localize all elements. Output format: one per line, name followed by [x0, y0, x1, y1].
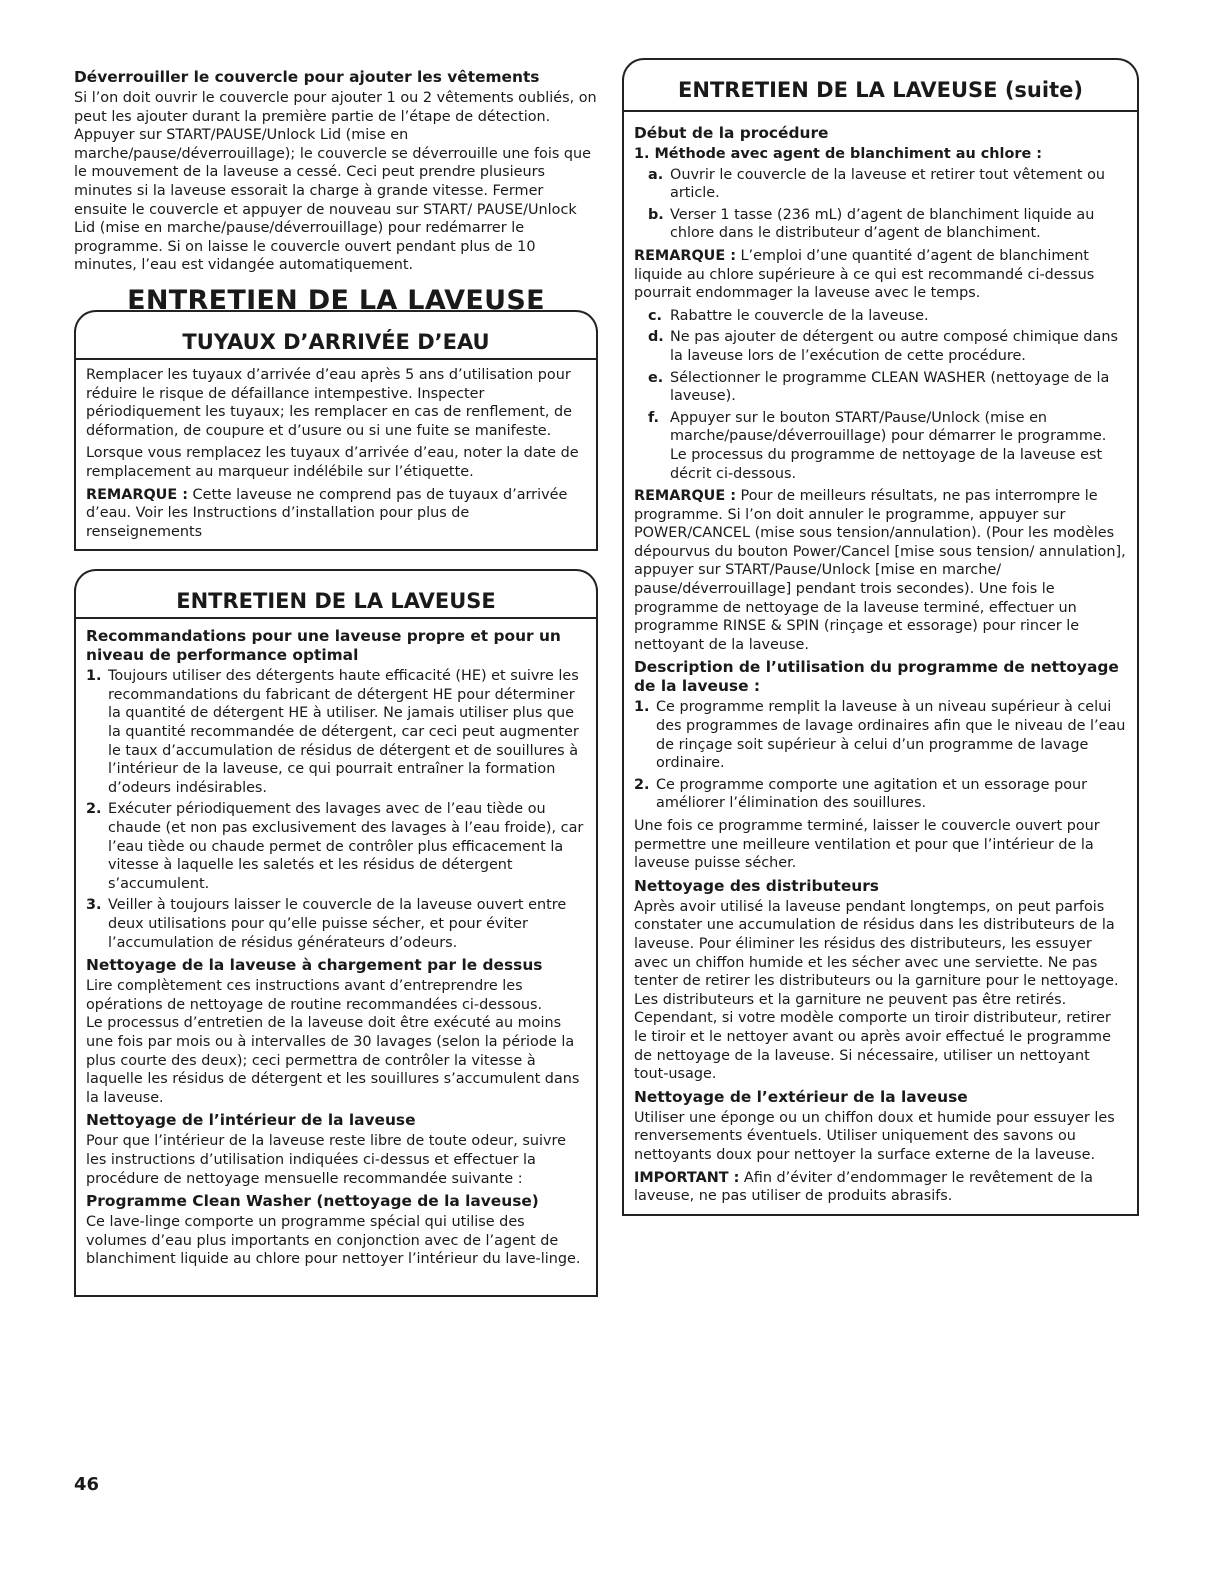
left-column — [74, 66, 598, 1297]
hoses-box-header — [76, 330, 596, 360]
hoses-p1: Remplacer les tuyaux d’arrivée d’eau après 5 ans d’utilisation pour réduire le risque de défaillance intempestive. Inspecter périodiquement les tuyaux; les remplacer en cas de renflement, de déformation, de coupure et d’usure ou si une fuite se manifeste. — [86, 366, 573, 439]
hoses-box — [74, 330, 598, 551]
description-after: Une fois ce programme terminé, laisser le couvercle ouvert pour permettre une meilleure ventilation et pour que l’intérieur de la laveuse puisse sécher. — [634, 818, 1100, 872]
list-item: 2. Ce programme comporte une agitation et un essorage pour améliorer l’élimination des souillures. — [634, 776, 1088, 812]
list-item: c. Rabattre le couvercle de la laveuse. — [648, 307, 929, 324]
care-box — [74, 589, 598, 1297]
care-continued-title: ENTRETIEN DE LA LAVEUSE (suite) — [678, 78, 1083, 102]
hoses-p2: Lorsque vous remplacez les tuyaux d’arrivée d’eau, noter la date de remplacement au marqueur indélébile sur l’étiquette. — [86, 445, 579, 480]
right-column — [622, 58, 1139, 1216]
exterior-heading: Nettoyage de l’extérieur de la laveuse — [634, 1087, 968, 1106]
list-item: 3. Veiller à toujours laisser le couvercle de la laveuse ouvert entre deux utilisations pour qu’elle puisse sécher, et pour éviter l’accumulation de résidus générateurs d’odeurs. — [86, 897, 567, 951]
program-body: Ce lave-linge comporte un programme spécial qui utilise des volumes d’eau plus importants en conjonction avec de l’agent de blanchiment liquide au chlore pour nettoyer l’intérieur du lave-linge. — [86, 1214, 581, 1268]
hoses-title: TUYAUX D’ARRIVÉE D’EAU — [182, 329, 490, 354]
toploader-p1: Lire complètement ces instructions avant d’entreprendre les opérations de nettoyage de routine recommandées ci-dessous. — [86, 978, 543, 1013]
steps-list-2 — [648, 307, 1127, 483]
program-heading: Programme Clean Washer (nettoyage de la laveuse) — [86, 1192, 539, 1211]
unlock-heading: Déverrouiller le couvercle pour ajouter les vêtements — [74, 68, 540, 86]
important-note: IMPORTANT : Afin d’éviter d’endommager le revêtement de la laveuse, ne pas utiliser de produits abrasifs. — [634, 1169, 1093, 1205]
toploader-p2: Le processus d’entretien de la laveuse doit être exécuté au moins une fois par mois ou à intervalles de 30 lavages (selon la période la plus courte des deux); ceci permettra de contrôler la vitesse à laquelle les résidus de détergent et les souillures s’accumulent dans la laveuse. — [86, 1015, 580, 1106]
list-item: e. Sélectionner le programme CLEAN WASHER (nettoyage de la laveuse). — [648, 369, 1110, 405]
unlock-body: Si l’on doit ouvrir le couvercle pour ajouter 1 ou 2 vêtements oubliés, on peut les ajouter durant la première partie de l’étape de détection. Appuyer sur START/PAUSE/Unlock Lid (mise en marche/pause/déverrouillage); le couvercle se déverrouille une fois que le mouvement de la laveuse a cessé. Ceci peut prendre plusieurs minutes si la laveuse essorait la charge à grande vitesse. Fermer ensuite le couvercle et appuyer de nouveau sur START/ PAUSE/Unlock Lid (mise en marche/pause/déverrouillage) pour redémarrer le programme. Si on laisse le couvercle ouvert pendant plus de 10 minutes, l’eau est vidangée automatiquement. — [74, 90, 597, 274]
list-item: 1. Toujours utiliser des détergents haute efficacité (HE) et suivre les recommandations du fabricant de détergent HE pour déterminer la quantité de détergent HE à utiliser. Ne jamais utiliser plus que la quantité recommandée de détergent, car ceci peut augmenter le taux d’accumulation de résidus de détergent et de souillures à l’intérieur de la laveuse, ce qui pourrait entraîner la formation d’odeurs indésirables. — [86, 668, 579, 796]
page-number: 46 — [74, 1474, 100, 1495]
recommendations-list — [86, 667, 586, 952]
list-item: d. Ne pas ajouter de détergent ou autre composé chimique dans la laveuse lors de l’exécution de cette procédure. — [648, 329, 1118, 364]
note-text: Cette laveuse ne comprend pas de tuyaux d’arrivée d’eau. Voir les Instructions d’installation pour plus de renseignements — [86, 486, 568, 540]
care-title: ENTRETIEN DE LA LAVEUSE — [176, 589, 496, 614]
main-title: ENTRETIEN DE LA LAVEUSE — [127, 284, 545, 316]
method-heading: 1. Méthode avec agent de blanchiment au chlore : — [634, 146, 1042, 162]
list-item: 2. Exécuter périodiquement des lavages avec de l’eau tiède ou chaude (et non pas exclusivement des lavages à l’eau froide), car l’eau tiède ou chaude permet de contrôler plus efficacement la vitesse à laquelle les saletés et les résidus de détergent s’accumulent. — [86, 801, 584, 892]
hoses-note — [86, 486, 586, 542]
bleach-note: REMARQUE : L’emploi d’une quantité d’agent de blanchiment liquide au chlore supérieure à ce qui est recommandé ci-dessus pourrait endommager la laveuse avec le temps. — [634, 247, 1095, 302]
description-heading: Description de l’utilisation du programme de nettoyage de la laveuse : — [634, 658, 1119, 696]
start-heading: Début de la procédure — [634, 124, 829, 142]
dispensers-heading: Nettoyage des distributeurs — [634, 876, 879, 895]
toploader-heading: Nettoyage de la laveuse à chargement par le dessus — [86, 956, 543, 975]
list-item: f. Appuyer sur le bouton START/Pause/Unlock (mise en marche/pause/déverrouillage) pour démarrer le programme. Le processus du programme de nettoyage de la laveuse est décrit ci-dessous. — [648, 409, 1107, 482]
care-continued-box — [622, 78, 1139, 1216]
interior-heading: Nettoyage de l’intérieur de la laveuse — [86, 1111, 416, 1130]
recommendations-heading: Recommandations pour une laveuse propre et pour un niveau de performance optimal — [86, 627, 561, 665]
description-list — [634, 698, 1127, 813]
list-item: a. Ouvrir le couvercle de la laveuse et retirer tout vêtement ou article. — [648, 166, 1106, 202]
cancel-note: REMARQUE : Pour de meilleurs résultats, ne pas interrompre le programme. Si l’on doit annuler le programme, appuyer sur POWER/CANCEL (mise sous tension/annulation). (Pour les modèles dépourvus du bouton Power/Cancel [mise sous tension/ annulation], appuyer sur START/Pause/Unlock [mise en marche/ pause/déverrouillage] pendant trois secondes). Une fois le programme de nettoyage de la laveuse terminé, effectuer un programme RINSE & SPIN (rinçage et essorage) pour rincer le nettoyant de la laveuse. — [634, 488, 1126, 653]
note-label: REMARQUE : — [86, 486, 188, 503]
dispensers-body: Après avoir utilisé la laveuse pendant longtemps, on peut parfois constater une accumulation de résidus dans les distributeurs de la laveuse. Pour éliminer les résidus des distributeurs, les essuyer avec un chiffon humide et les sécher avec une serviette. Ne pas tenter de retirer les distributeurs ou la garniture pour le nettoyage. Les distributeurs et la garniture ne peuvent pas être retirés. Cependant, si votre modèle comporte un tiroir distributeur, retirer le tiroir et le nettoyer avant ou après avoir effectué le programme de nettoyage de la laveuse. Si nécessaire, utiliser un nettoyant tout-usage. — [634, 898, 1119, 1083]
exterior-body: Utiliser une éponge ou un chiffon doux et humide pour essuyer les renversements éventuels. Utiliser uniquement des savons ou nettoyants doux pour nettoyer la surface externe de la laveuse. — [634, 1109, 1115, 1163]
care-continued-header — [624, 78, 1137, 112]
care-box-header — [76, 589, 596, 619]
steps-list — [648, 166, 1127, 243]
list-item: b. Verser 1 tasse (236 mL) d’agent de blanchiment liquide au chlore dans le distributeur d’agent de blanchiment. — [648, 206, 1095, 242]
list-item: 1. Ce programme remplit la laveuse à un niveau supérieur à celui des programmes de lavage ordinaires afin que le niveau de l’eau de rinçage soit supérieur à celui d’un programme de lavage ordinaire. — [634, 699, 1126, 772]
interior-body: Pour que l’intérieur de la laveuse reste libre de toute odeur, suivre les instructions d’utilisation indiquées ci-dessus et effectuer la procédure de nettoyage mensuelle recommandée suivante : — [86, 1133, 566, 1187]
